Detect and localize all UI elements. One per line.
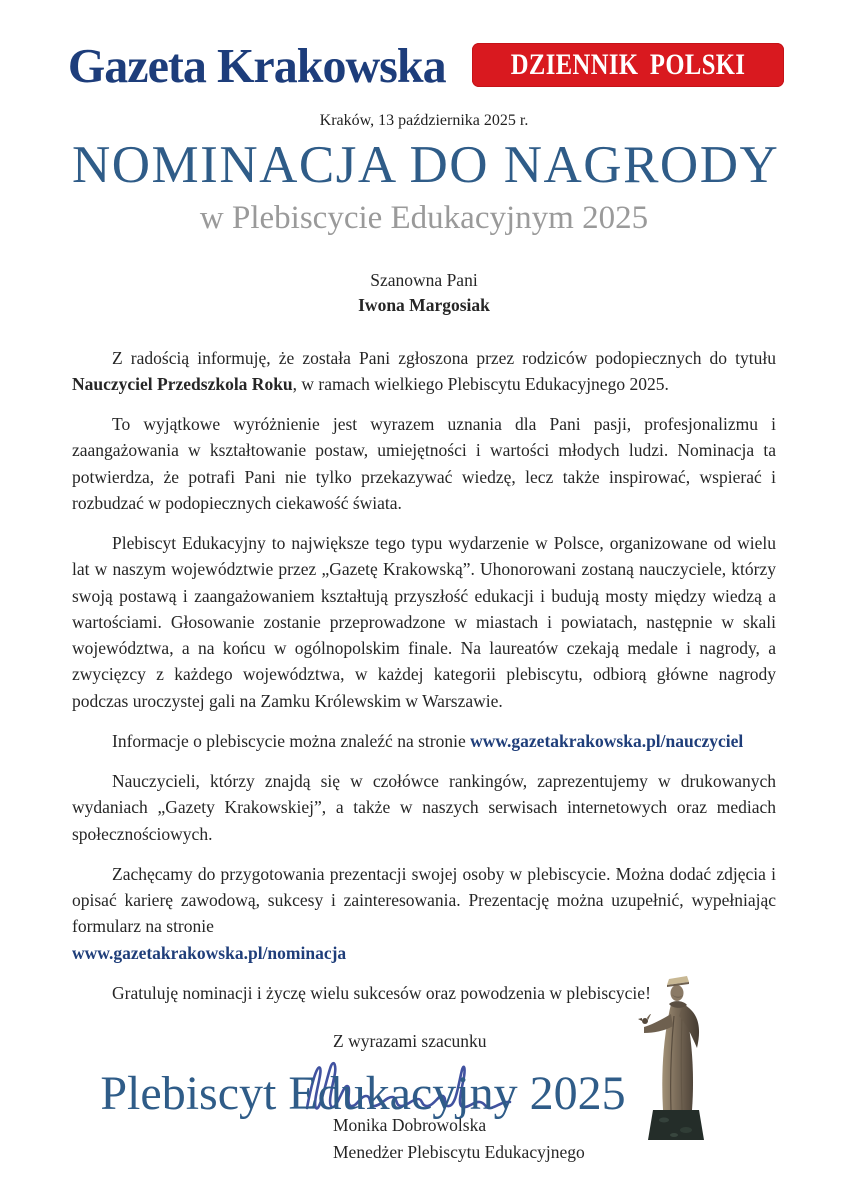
plebiscite-info-url: www.gazetakrakowska.pl/nauczyciel	[470, 730, 744, 751]
salutation	[72, 268, 776, 319]
paragraph-text: Zachęcamy do przygotowania prezentacji swojej osoby w plebiscycie. Można dodać zdjęcia i opisać karierę zawodową, sukcesy i zainteresowania. Prezentację można uzupełnić, wypełniając formularz na stronie	[72, 863, 776, 937]
letter-body	[72, 345, 776, 1007]
paragraph-congratulations: Gratuluję nominacji i życzę wielu sukcesów oraz powodzenia w plebiscycie!	[112, 982, 651, 1003]
nomination-form-url: www.gazetakrakowska.pl/nominacja	[72, 942, 347, 963]
paragraph-nomination	[72, 345, 776, 398]
header-logos	[68, 34, 776, 96]
signer-name: Monika Dobrowolska	[333, 1115, 487, 1136]
paragraph-presentation	[72, 861, 776, 966]
award-category-name: Nauczyciel Przedszkola Roku	[72, 373, 293, 394]
paragraph-text: Z radością informuję, że została Pani zgłoszona przez rodziców podopiecznych do tytułu	[112, 347, 776, 368]
paragraph-publication: Nauczycieli, którzy znajdą się w czołówce rankingów, zaprezentujemy w drukowanych wydaniach „Gazety Krakowskiej”, a także w naszych serwisach internetowych oraz mediach społecznościowych.	[72, 771, 776, 844]
paragraph-plebiscite-info: Plebiscyt Edukacyjny to największe tego typu wydarzenie w Polsce, organizowane od wielu lat w naszym województwie przez „Gazetę Krakowską”. Uhonorowani zostaną nauczyciele, którzy swoją postawą i zaangażowaniem kształtują przyszłość edukacji i budują mosty między wiedzą a wartościami. Głosowanie zostanie przeprowadzone w miastach i powiatach, następnie w skali województwa, a na końcu w ogólnopolskim finale. Na laureatów czekają medale i nagrody, a zwycięzcy z każdego województwa, w każdej kategorii plebiscytu, odbiorą główne nagrody podczas uroczystej gali na Zamku Królewskim w Warszawie.	[72, 533, 776, 711]
page-title: NOMINACJA DO NAGRODY	[72, 136, 780, 194]
paragraph-info-link	[72, 728, 776, 754]
salutation-line: Szanowna Pani	[370, 269, 478, 290]
gazeta-krakowska-logo: Gazeta Krakowska	[68, 37, 446, 93]
addressee-name: Iwona Margosiak	[358, 295, 490, 316]
page-subtitle: w Plebiscycie Edukacyjnym 2025	[199, 199, 649, 236]
dziennik-polski-logo-text: DZIENNIK POLSKI	[510, 48, 746, 81]
paragraph-recognition: To wyjątkowe wyróżnienie jest wyrazem uznania dla Pani pasji, profesjonalizmu i zaangażowania w kształtowanie postaw, umiejętności i wartości młodych ludzi. Nominacja ta potwierdza, że potrafi Pani nie tylko przekazywać wiedzę, lecz także inspirować, wspierać i rozbudzać w podopiecznych ciekawość świata.	[72, 414, 776, 513]
date-line: Kraków, 13 października 2025 r.	[319, 112, 529, 129]
closing-line: Z wyrazami szacunku	[333, 1031, 487, 1052]
paragraph-text: , w ramach wielkiego Plebiscytu Edukacyjnego 2025.	[292, 373, 669, 394]
award-statuette-icon	[638, 968, 716, 1144]
paragraph-text: Informacje o plebiscycie można znaleźć na stronie	[112, 730, 471, 751]
dziennik-polski-logo	[472, 43, 784, 87]
signer-role: Menedżer Plebiscytu Edukacyjnego	[333, 1141, 585, 1162]
footer-brand: Plebiscyt Edukacyjny 2025	[100, 1067, 626, 1120]
